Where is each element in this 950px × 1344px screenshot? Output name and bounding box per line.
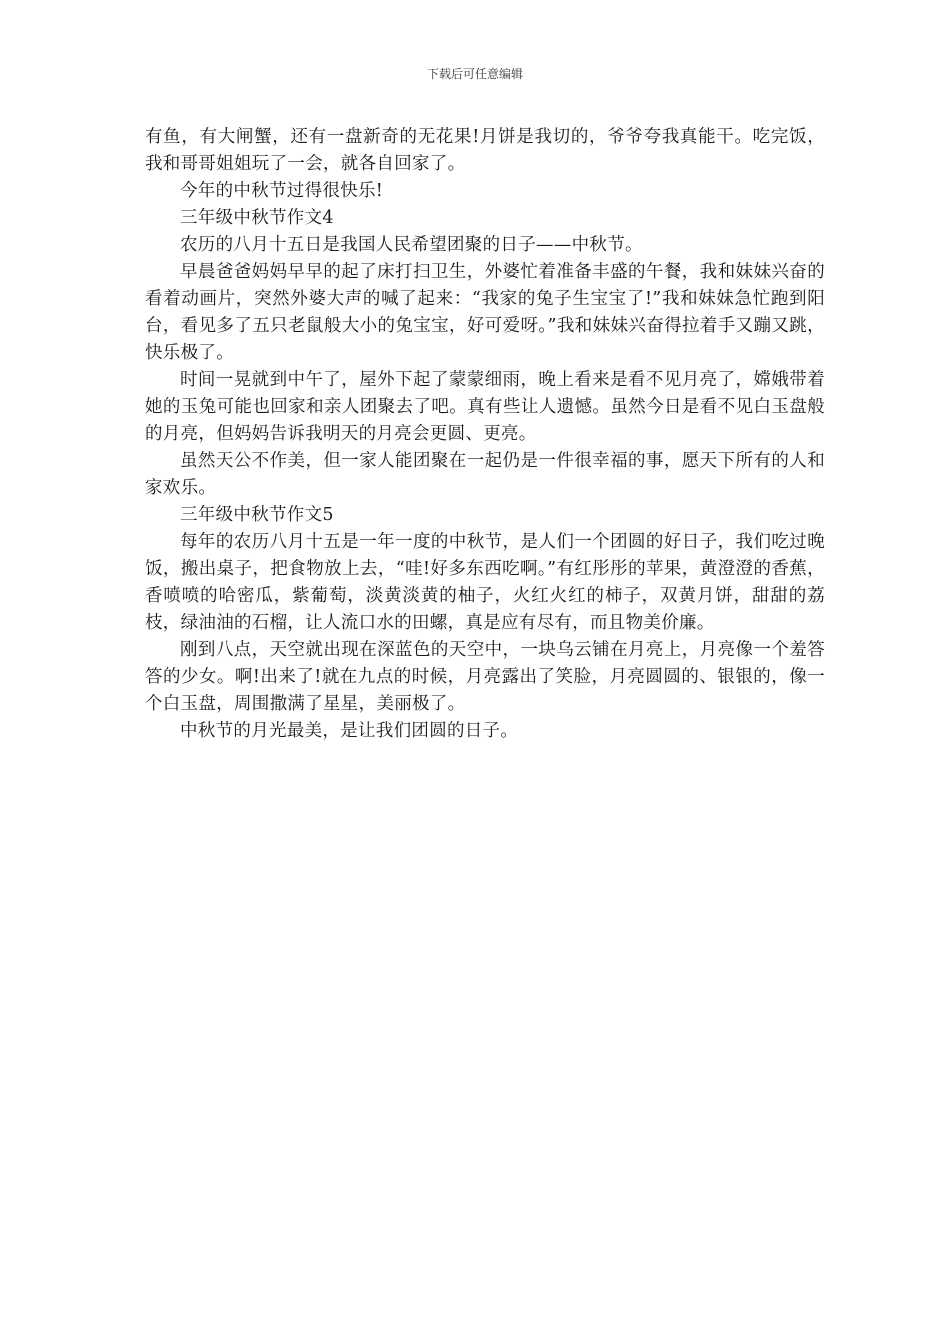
paragraph: 刚到八点，天空就出现在深蓝色的天空中，一块乌云铺在月亮上，月亮像一个羞答答的少女。啊!出来了!就在九点的时候，月亮露出了笑脸，月亮圆圆的、银银的，像一个白玉盘，周围撒满了星星，美丽极了。 [145,640,825,714]
paragraph: 农历的八月十五日是我国人民希望团聚的日子——中秋节。 [180,235,643,255]
paragraph: 有鱼，有大闸蟹，还有一盘新奇的无花果!月饼是我切的，爷爷夸我真能干。吃完饭，我和哥哥姐姐玩了一会，就各自回家了。 [145,127,825,174]
paragraph: 时间一晃就到中午了，屋外下起了蒙蒙细雨，晚上看来是看不见月亮了，嫦娥带着她的玉兔可能也回家和亲人团聚去了吧。真有些让人遗憾。虽然今日是看不见白玉盘般的月亮，但妈妈告诉我明天的月亮会更圆、更亮。 [145,370,825,444]
page-header: 下载后可任意编辑 [426,67,523,81]
paragraph: 中秋节的月光最美，是让我们团圆的日子。 [180,721,519,741]
essay-title: 三年级中秋节作文4 [180,208,334,228]
paragraph: 虽然天公不作美，但一家人能团聚在一起仍是一件很幸福的事，愿天下所有的人和家欢乐。 [145,451,825,498]
paragraph: 早晨爸爸妈妈早早的起了床打扫卫生，外婆忙着准备丰盛的午餐，我和妹妹兴奋的看着动画片，突然外婆大声的喊了起来：“我家的兔子生宝宝了!”我和妹妹急忙跑到阳台，看见多了五只老鼠般大小的兔宝宝，好可爱呀。”我和妹妹兴奋得拉着手又蹦又跳，快乐极了。 [145,262,825,363]
paragraph: 今年的中秋节过得很快乐! [180,181,384,201]
essay-title: 三年级中秋节作文5 [180,505,334,525]
essay-body [145,124,825,745]
paragraph: 每年的农历八月十五是一年一度的中秋节，是人们一个团圆的好日子，我们吃过晚饭，搬出桌子，把食物放上去，“哇!好多东西吃啊。”有红彤彤的苹果，黄澄澄的香蕉，香喷喷的哈密瓜，紫葡萄，淡黄淡黄的柚子，火红火红的柿子，双黄月饼，甜甜的荔枝，绿油油的石榴，让人流口水的田螺，真是应有尽有，而且物美价廉。 [145,532,825,633]
